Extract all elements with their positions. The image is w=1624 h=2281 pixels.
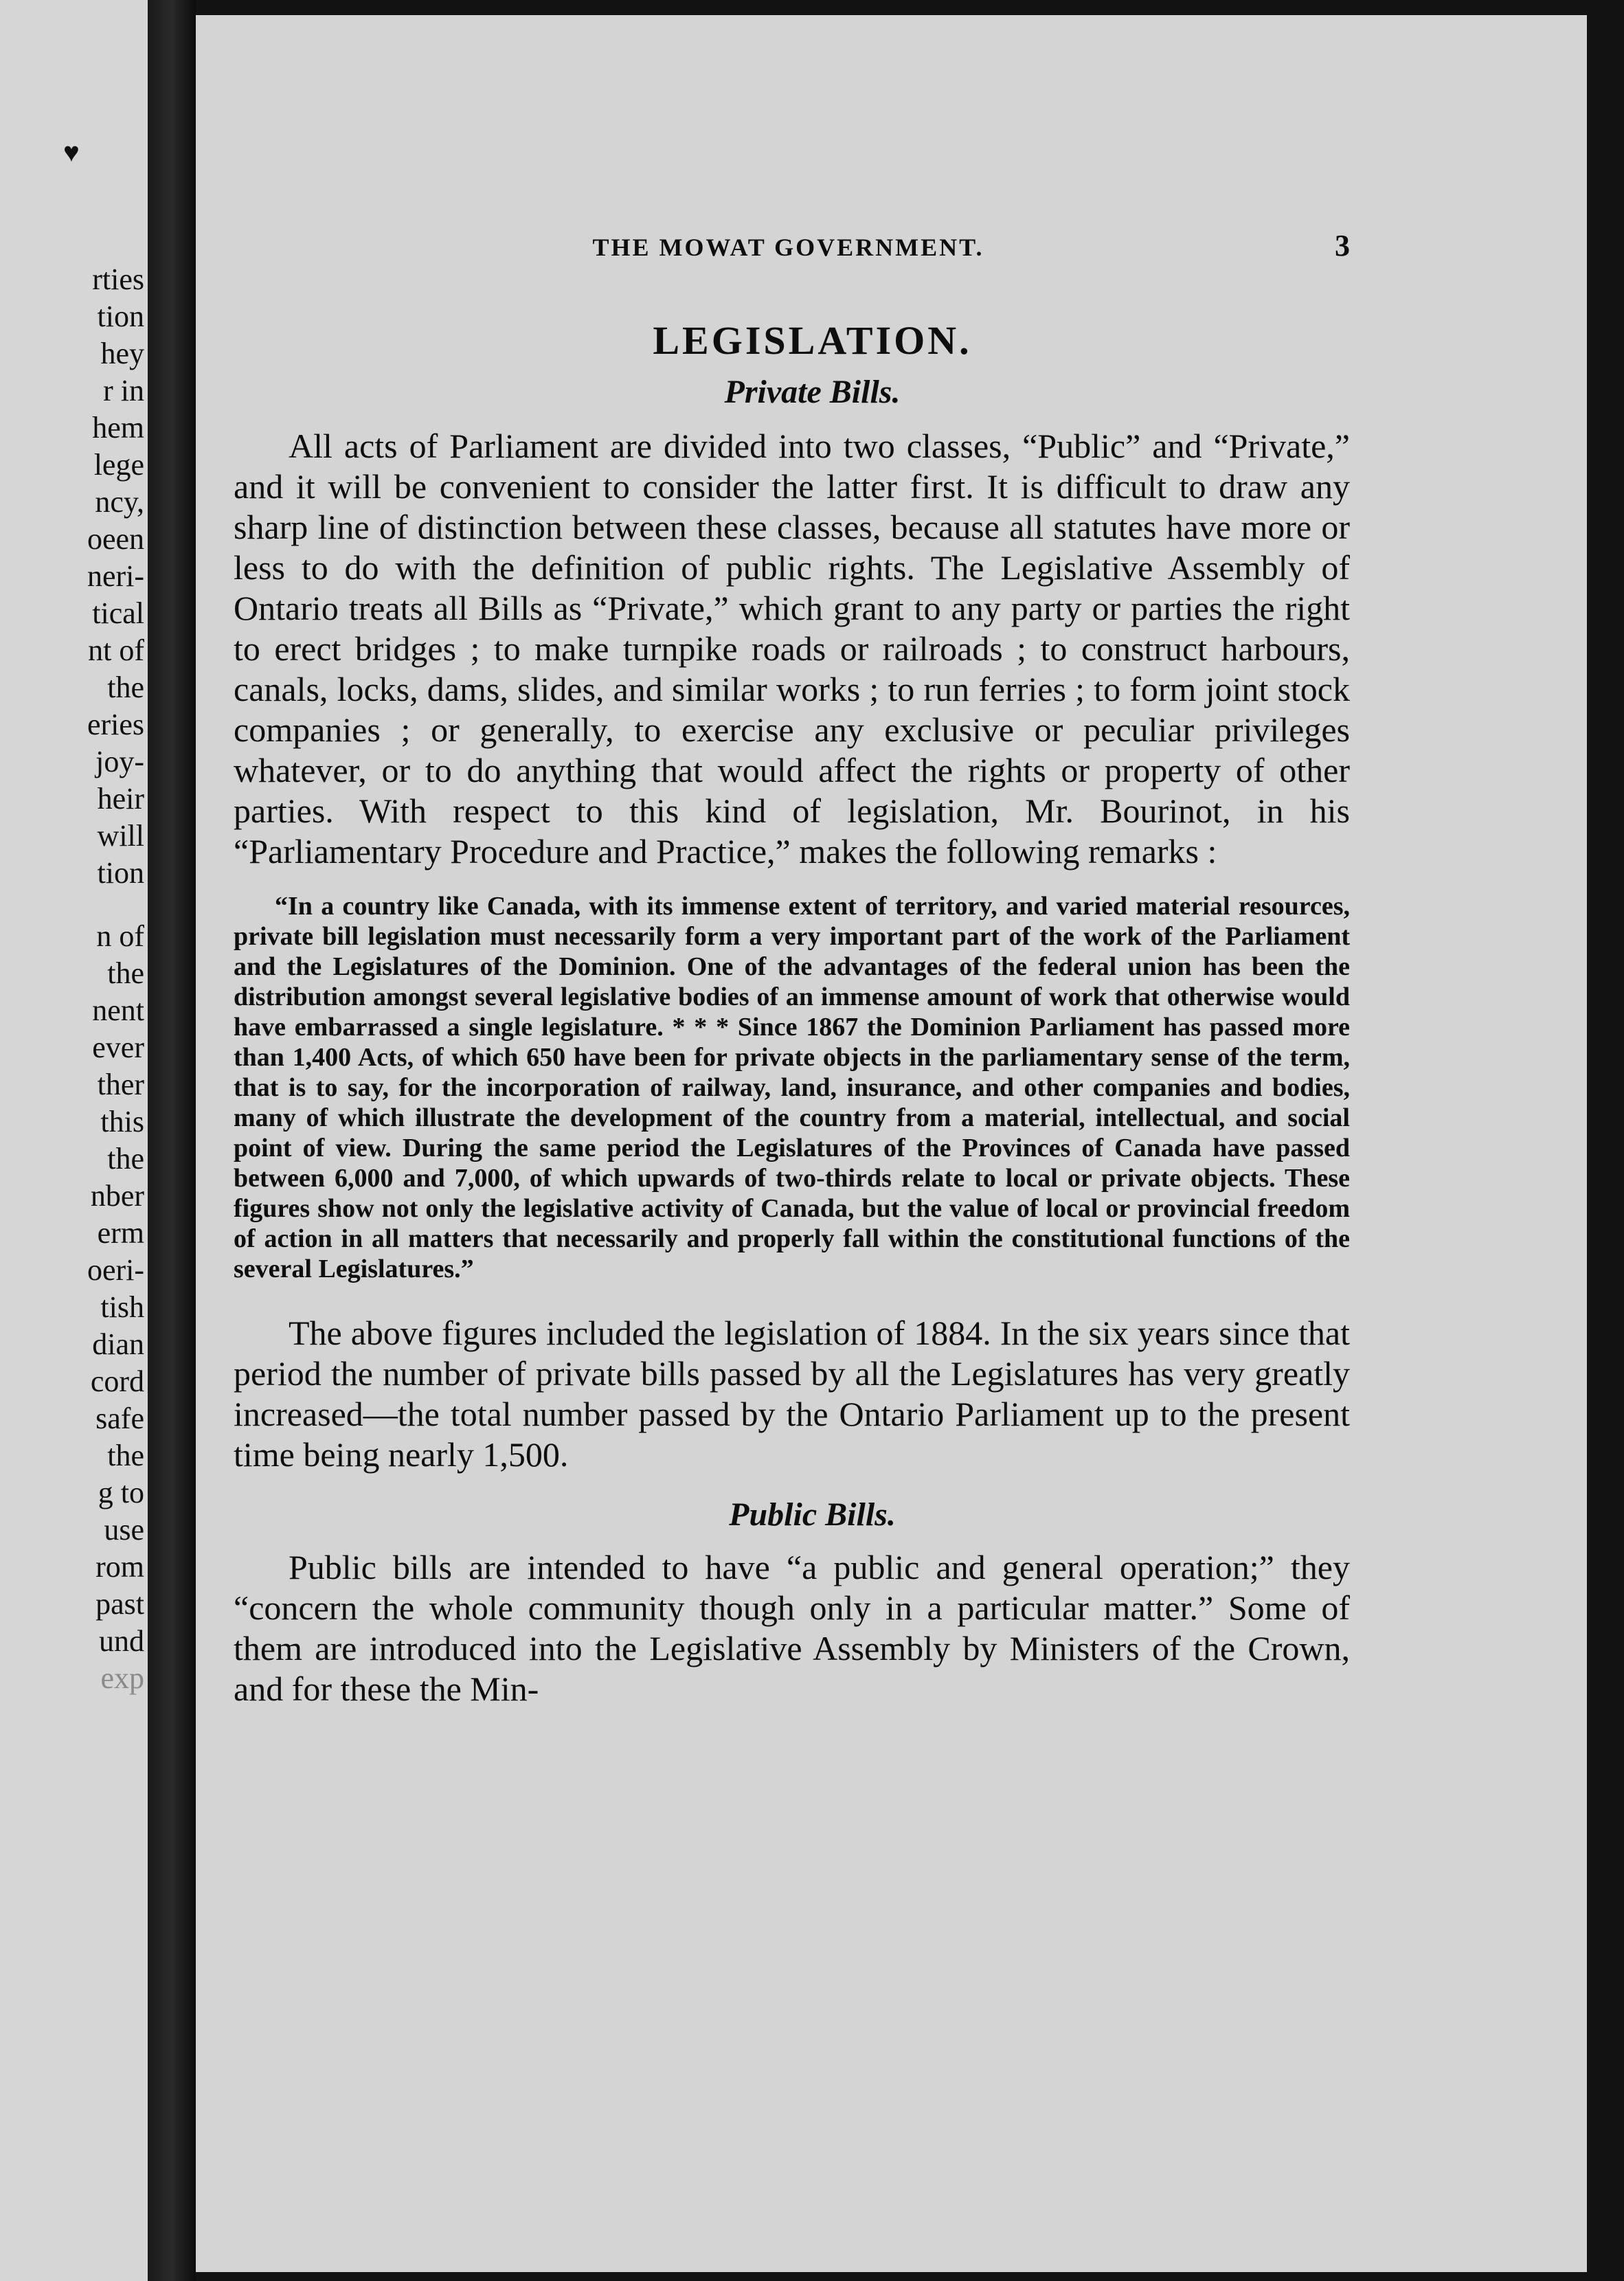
facing-page-line: tion	[97, 300, 144, 333]
facing-page-line: dian	[92, 1327, 144, 1361]
section-title: LEGISLATION.	[653, 318, 972, 363]
facing-page-line: past	[95, 1587, 144, 1621]
private-bills-heading: Private Bills.	[724, 374, 901, 410]
book-gutter	[148, 0, 196, 2281]
facing-page-line: lege	[93, 448, 144, 482]
facing-page-line: use	[104, 1513, 144, 1547]
page-number: 3	[1335, 229, 1350, 262]
figures-paragraph: The above figures included the legislation of 1884. In the six years since that period the number of private bills passed by all the Legislatures has very greatly increased—the total number passed by the Ontario Parliament up to the present time being nearly 1,500.	[234, 1314, 1350, 1474]
facing-page-line: will	[97, 819, 144, 853]
facing-page-line: cord	[90, 1364, 144, 1398]
facing-page-line: oeen	[87, 522, 144, 556]
facing-page-line: the	[107, 1439, 144, 1472]
facing-page-line: the	[107, 671, 144, 704]
facing-page-line: ncy,	[95, 485, 144, 519]
facing-page-line: n of	[96, 919, 144, 953]
facing-page-line: joy-	[95, 745, 144, 778]
facing-page-line: this	[100, 1105, 144, 1138]
facing-page-line: nent	[92, 993, 144, 1027]
facing-page-line: ther	[97, 1068, 144, 1101]
public-bills-heading: Public Bills.	[729, 1496, 896, 1533]
facing-page-line: tion	[97, 856, 144, 890]
facing-page-line: hem	[92, 411, 144, 445]
facing-page-line: the	[107, 956, 144, 990]
facing-page-line: safe	[95, 1402, 144, 1435]
facing-page-line: r in	[103, 374, 144, 407]
facing-page-line-endings	[0, 261, 144, 1697]
bourinot-quotation: “In a country like Canada, with its immense extent of territory, and varied material resources, private bill legislation must necessarily form a very important part of the work of the Parliament and the Legislatures of the Dominion. One of the advantages of the federal union has been the distribution amongst several legislative bodies of an immense amount of work that otherwise would have embarrassed a single legislature. * * * Since 1867 the Dominion Parliament has passed more than 1,400 Acts, of which 650 have been for private objects in the parliamentary sense of the term, that is to say, for the incorporation of railway, land, insurance, and other companies and bodies, many of which illustrate the development of the country from a material, intellectual, and social point of view. During the same period the Legislatures of the Provinces of Canada have passed between 6,000 and 7,000, of which upwards of two-thirds relate to local or private objects. These figures show not only the legislative activity of Canada, but the value of local or provincial freedom of action in all matters that necessarily and properly fall within the constitutional functions of the several Legislatures.”	[234, 892, 1350, 1283]
facing-page-line: nber	[90, 1179, 144, 1213]
facing-page-line: ever	[92, 1031, 144, 1064]
facing-page-line: nt of	[88, 633, 144, 667]
private-bills-paragraph: All acts of Parliament are divided into two classes, “Public” and “Private,” and it will be convenient to consider the latter first. It is difficult to draw any sharp line of distinction between these classes, because all statutes have more or less to do with the definition of public rights. The Legislative Assembly of Ontario treats all Bills as “Private,” which grant to any party or parties the right to erect bridges ; to make turnpike roads or railroads ; to construct harbours, canals, locks, dams, slides, and similar works ; to run ferries ; to form joint stock companies ; or generally, to exercise any exclusive or peculiar privileges whatever, or to do anything that would affect the rights or property of other parties. With respect to this kind of legislation, Mr. Bourinot, in his “Parliamentary Procedure and Practice,” makes the following remarks :	[234, 427, 1350, 870]
facing-page-line: oeri-	[87, 1253, 144, 1287]
facing-page-line: eries	[87, 708, 144, 741]
running-header	[240, 228, 1350, 269]
facing-page-line: exp	[100, 1661, 144, 1695]
facing-page-line: tish	[100, 1290, 144, 1324]
page-content	[234, 228, 1350, 1709]
book-page	[196, 15, 1587, 2272]
facing-page-fragment	[0, 0, 148, 2281]
facing-page-line: tical	[92, 596, 144, 630]
facing-page-line: rties	[92, 262, 144, 296]
running-title: THE MOWAT GOVERNMENT.	[592, 234, 984, 261]
facing-page-line: hey	[100, 337, 144, 370]
facing-page-line: und	[99, 1624, 144, 1658]
facing-page-line: erm	[97, 1216, 144, 1250]
facing-page-line: rom	[95, 1550, 144, 1584]
facing-page-line: heir	[97, 782, 144, 816]
ornament-mark: ♥	[63, 137, 80, 168]
public-bills-paragraph: Public bills are intended to have “a public and general operation;” they “concern the whole community though only in a particular matter.” Some of them are introduced into the Legislative Assembly by Ministers of the Crown, and for these the Min-	[234, 1548, 1350, 1708]
facing-page-line: the	[107, 1142, 144, 1176]
facing-page-line: g to	[98, 1476, 144, 1509]
facing-page-line: neri-	[87, 559, 144, 593]
